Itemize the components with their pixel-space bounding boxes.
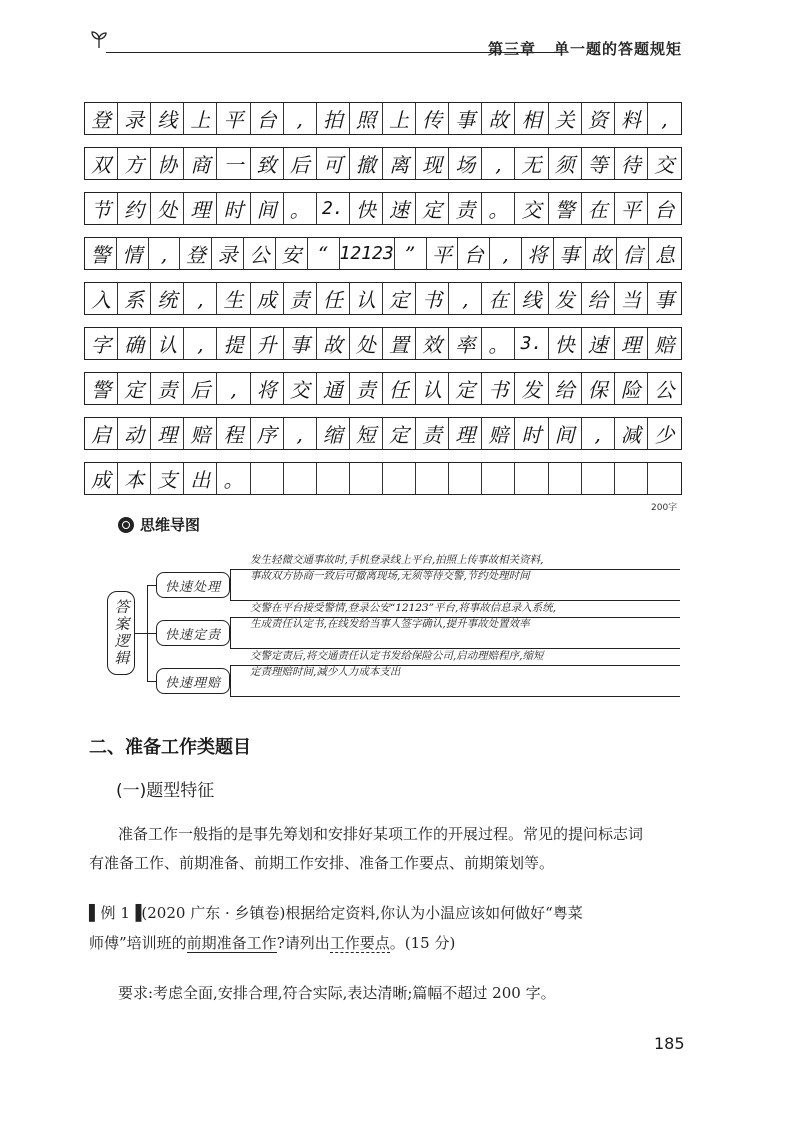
grid-cell: 拍	[317, 103, 350, 134]
grid-cell: 字	[85, 328, 118, 359]
grid-cell	[284, 463, 317, 494]
grid-cell: 录	[212, 238, 244, 269]
grid-cell: 3.	[515, 328, 548, 359]
grid-row	[84, 237, 682, 270]
grid-cell	[549, 463, 582, 494]
grid-row	[84, 417, 682, 450]
mindmap-desc-line: 发生轻微交通事故时,手机登录线上平台,拍照上传事故相关资料,	[250, 554, 544, 566]
mindmap-connector	[147, 585, 156, 586]
grid-cell: 。	[482, 328, 515, 359]
grid-cell: 程	[217, 418, 250, 449]
leaf-icon	[88, 28, 110, 50]
grid-cell: 定	[383, 283, 416, 314]
mindmap-desc-line: 交警定责后,将交通责任认定书发给保险公司,启动理赔程序,缩短	[250, 650, 544, 662]
grid-cell: ,	[217, 373, 250, 404]
grid-cell: 时	[217, 193, 250, 224]
grid-cell: 成	[251, 283, 284, 314]
grid-cell: 速	[383, 193, 416, 224]
grid-cell: 场	[449, 148, 482, 179]
grid-row	[84, 282, 682, 315]
grid-cell: 商	[184, 148, 217, 179]
grid-cell: 。	[284, 193, 317, 224]
grid-cell	[416, 463, 449, 494]
grid-cell: “	[308, 238, 340, 269]
grid-cell: 关	[549, 103, 582, 134]
grid-cell	[251, 463, 284, 494]
grid-cell	[582, 463, 615, 494]
grid-cell: ,	[184, 283, 217, 314]
grid-row	[84, 147, 682, 180]
grid-cell: ,	[284, 103, 317, 134]
grid-cell: 本	[118, 463, 151, 494]
mindmap-desc-line: 生成责任认定书,在线发给当事人签字确认,提升事故处置效率	[250, 618, 530, 630]
grid-cell: 保	[582, 373, 615, 404]
grid-cell: 给	[549, 373, 582, 404]
grid-cell: 待	[615, 148, 648, 179]
grid-cell: 登	[180, 238, 212, 269]
grid-cell: 理	[615, 328, 648, 359]
grid-cell: 12123	[340, 238, 395, 269]
mindmap-root: 答案逻辑	[107, 591, 135, 675]
paragraph-1: 准备工作一般指的是事先筹划和安排好某项工作的开展过程。常见的提问标志词	[118, 825, 644, 843]
grid-cell: 现	[416, 148, 449, 179]
grid-cell: ”	[395, 238, 427, 269]
grid-cell	[317, 463, 350, 494]
grid-cell: 缩	[317, 418, 350, 449]
grid-cell: 系	[118, 283, 151, 314]
grid-cell: 将	[522, 238, 554, 269]
grid-cell: 录	[118, 103, 151, 134]
grid-cell: ,	[661, 106, 668, 131]
mindmap-desc-line: 交警在平台接受警情,登录公安“12123”平台,将事故信息录入系统,	[250, 602, 557, 614]
grid-cell: ,	[482, 148, 515, 179]
grid-cell	[515, 463, 548, 494]
subsection-title: (一)题型特征	[116, 781, 215, 801]
grid-cell: 交	[515, 193, 548, 224]
grid-cell: 交	[654, 153, 675, 177]
answer-grid	[84, 102, 682, 507]
grid-cell: 公	[244, 238, 276, 269]
grid-cell: 少	[654, 423, 675, 447]
grid-cell: 速	[582, 328, 615, 359]
example-bracket-open: ▌	[89, 904, 101, 922]
grid-cell: 赔	[654, 333, 675, 357]
grid-cell: 等	[582, 148, 615, 179]
grid-cell: 可	[317, 148, 350, 179]
page-header	[82, 22, 682, 62]
grid-cell: 效	[416, 328, 449, 359]
grid-row	[84, 192, 682, 225]
grid-cell: ,	[490, 238, 522, 269]
mindmap-connector	[135, 633, 147, 634]
grid-cell: 撤	[350, 148, 383, 179]
grid-cell: 故	[586, 238, 618, 269]
mindmap-icon	[118, 517, 134, 533]
grid-cell: ,	[582, 418, 615, 449]
grid-cell: 责	[416, 418, 449, 449]
grid-cell: 事	[654, 288, 675, 312]
grid-cell: 成	[85, 463, 118, 494]
grid-cell: 升	[251, 328, 284, 359]
grid-cell: 入	[85, 283, 118, 314]
grid-cell: 支	[151, 463, 184, 494]
grid-cell	[648, 463, 681, 494]
grid-cell: 台	[251, 103, 284, 134]
example-underline-1: 前期准备工作	[186, 934, 277, 952]
grid-cell: 料	[615, 103, 648, 134]
grid-cell: 无	[515, 148, 548, 179]
grid-cell: 减	[615, 418, 648, 449]
grid-cell: 定	[383, 418, 416, 449]
grid-cell: 上	[184, 103, 217, 134]
example-underline-2: 工作要点	[329, 934, 390, 952]
grid-cell: ,	[284, 418, 317, 449]
example-text-part: 。(15 分)	[389, 934, 456, 952]
grid-cell: 照	[350, 103, 383, 134]
mindmap-title	[118, 514, 200, 535]
grid-cell: 约	[118, 193, 151, 224]
grid-cell: 发	[515, 373, 548, 404]
example-text: (2020 广东 · 乡镇卷)根据给定资料,你认为小温应该如何做好“粤菜	[141, 904, 583, 922]
mindmap-connector	[147, 633, 156, 634]
mindmap-connector	[230, 617, 231, 649]
grid-cell: 快	[350, 193, 383, 224]
requirement: 要求:考虑全面,安排合理,符合实际,表达清晰;篇幅不超过 200 字。	[118, 984, 556, 1002]
grid-cell: ,	[184, 328, 217, 359]
chapter-title: 单一题的答题规矩	[553, 40, 682, 58]
grid-cell: 警	[85, 373, 118, 404]
grid-cell: 将	[251, 373, 284, 404]
mindmap-connector	[147, 681, 156, 682]
mindmap-branch-3: 快速理赔	[156, 668, 230, 694]
grid-cell: 启	[85, 418, 118, 449]
grid-cell	[350, 463, 383, 494]
grid-cell: 时	[515, 418, 548, 449]
grid-cell: 在	[582, 193, 615, 224]
mindmap-desc-line: 定责理赔时间,减少人力成本支出	[250, 666, 401, 678]
grid-cell: ,	[449, 283, 482, 314]
mindmap-connector	[230, 569, 231, 601]
grid-cell: 认	[350, 283, 383, 314]
grid-cell: 序	[251, 418, 284, 449]
grid-cell: 平	[615, 193, 648, 224]
grid-cell: 故	[482, 103, 515, 134]
grid-cell: 传	[416, 103, 449, 134]
grid-cell: 通	[317, 373, 350, 404]
grid-cell: 上	[383, 103, 416, 134]
grid-cell: 交	[284, 373, 317, 404]
grid-cell: 情	[117, 238, 149, 269]
grid-cell: 生	[217, 283, 250, 314]
grid-cell: 安	[276, 238, 308, 269]
grid-cell: 息	[655, 243, 676, 267]
grid-cell: 台	[654, 198, 675, 222]
grid-row	[84, 462, 682, 495]
example-bracket-close: ▐	[129, 904, 142, 922]
mindmap-desc-line: 事故双方协商一致后可撤离现场,无须等待交警,节约处理时间	[250, 570, 530, 582]
grid-cell: 率	[449, 328, 482, 359]
grid-cell: 书	[482, 373, 515, 404]
mindmap-branch-2: 快速定责	[156, 620, 230, 646]
grid-cell: 致	[251, 148, 284, 179]
grid-cell: 平	[217, 103, 250, 134]
grid-cell: 短	[350, 418, 383, 449]
grid-cell: 离	[383, 148, 416, 179]
grid-cell: 方	[118, 148, 151, 179]
grid-cell: 确	[118, 328, 151, 359]
grid-cell: 置	[383, 328, 416, 359]
page-number: 185	[654, 1034, 685, 1053]
grid-cell: 处	[350, 328, 383, 359]
grid-cell: 。	[482, 193, 515, 224]
grid-cell: 相	[515, 103, 548, 134]
mindmap-desc-3	[250, 648, 680, 680]
example-text-part: ?请列出	[276, 934, 330, 952]
grid-cell: 平	[427, 238, 459, 269]
header-text	[470, 38, 682, 59]
grid-cell: 定	[449, 373, 482, 404]
grid-cell	[615, 463, 648, 494]
grid-cell: 给	[582, 283, 615, 314]
section-title: 二、准备工作类题目	[89, 737, 251, 758]
grid-cell	[482, 463, 515, 494]
grid-cell: 双	[85, 148, 118, 179]
grid-cell: 警	[85, 238, 117, 269]
grid-cell: 任	[317, 283, 350, 314]
grid-cell: 任	[383, 373, 416, 404]
mindmap-connector	[230, 665, 231, 697]
grid-cell: 定	[118, 373, 151, 404]
grid-cell: 处	[151, 193, 184, 224]
grid-cell: 警	[549, 193, 582, 224]
grid-cell: 认	[416, 373, 449, 404]
grid-cell: 后	[284, 148, 317, 179]
grid-cell: 理	[151, 418, 184, 449]
grid-cell: 间	[549, 418, 582, 449]
mindmap-branch-1: 快速处理	[156, 572, 230, 598]
grid-cell	[383, 463, 416, 494]
grid-cell: 提	[217, 328, 250, 359]
grid-cell: 责	[284, 283, 317, 314]
grid-cell: 2.	[317, 193, 350, 224]
grid-cell: 节	[85, 193, 118, 224]
grid-cell: 资	[582, 103, 615, 134]
grid-cell: 定	[416, 193, 449, 224]
grid-cell: 事	[449, 103, 482, 134]
grid-cell: 险	[615, 373, 648, 404]
grid-cell: 责	[449, 193, 482, 224]
grid-cell: 须	[549, 148, 582, 179]
grid-row	[84, 102, 682, 135]
grid-cell: 动	[118, 418, 151, 449]
grid-cell: 线	[151, 103, 184, 134]
grid-row	[84, 372, 682, 405]
example-question	[89, 898, 689, 928]
mindmap-title-text: 思维导图	[140, 516, 201, 534]
grid-cell: 线	[515, 283, 548, 314]
example-text-part: 师傅”培训班的	[89, 934, 187, 952]
grid-cell: 当	[615, 283, 648, 314]
grid-cell: 一	[217, 148, 250, 179]
grid-cell: 理	[184, 193, 217, 224]
mindmap-connector	[230, 696, 680, 697]
grid-cell: 书	[416, 283, 449, 314]
grid-cell: 后	[184, 373, 217, 404]
grid-cell: 间	[251, 193, 284, 224]
grid-cell: 事	[554, 238, 586, 269]
grid-cell: 统	[151, 283, 184, 314]
grid-cell: 出	[184, 463, 217, 494]
example-label: 例 1	[100, 904, 130, 922]
grid-cell: 协	[151, 148, 184, 179]
grid-row	[84, 327, 682, 360]
grid-cell: 故	[317, 328, 350, 359]
mindmap-desc-2	[250, 600, 680, 632]
grid-cell: ,	[149, 238, 181, 269]
grid-cell: 理	[449, 418, 482, 449]
mindmap-desc-1	[250, 552, 680, 584]
word-count: 200字	[651, 503, 678, 513]
grid-cell: 发	[549, 283, 582, 314]
grid-cell: 台	[458, 238, 490, 269]
grid-cell: 信	[617, 238, 649, 269]
grid-cell: 。	[217, 463, 250, 494]
grid-cell: 责	[151, 373, 184, 404]
grid-cell	[449, 463, 482, 494]
chapter-number: 第三章	[487, 40, 536, 58]
grid-cell: 赔	[184, 418, 217, 449]
grid-cell: 事	[284, 328, 317, 359]
grid-cell: 快	[549, 328, 582, 359]
paragraph-2: 有准备工作、前期准备、前期工作安排、准备工作要点、前期策划等。	[89, 854, 555, 872]
grid-cell: 赔	[482, 418, 515, 449]
grid-cell: 公	[654, 378, 675, 402]
grid-cell: 责	[350, 373, 383, 404]
example-question-line-2	[89, 928, 659, 958]
grid-cell: 认	[151, 328, 184, 359]
grid-cell: 在	[482, 283, 515, 314]
grid-cell: 登	[85, 103, 118, 134]
